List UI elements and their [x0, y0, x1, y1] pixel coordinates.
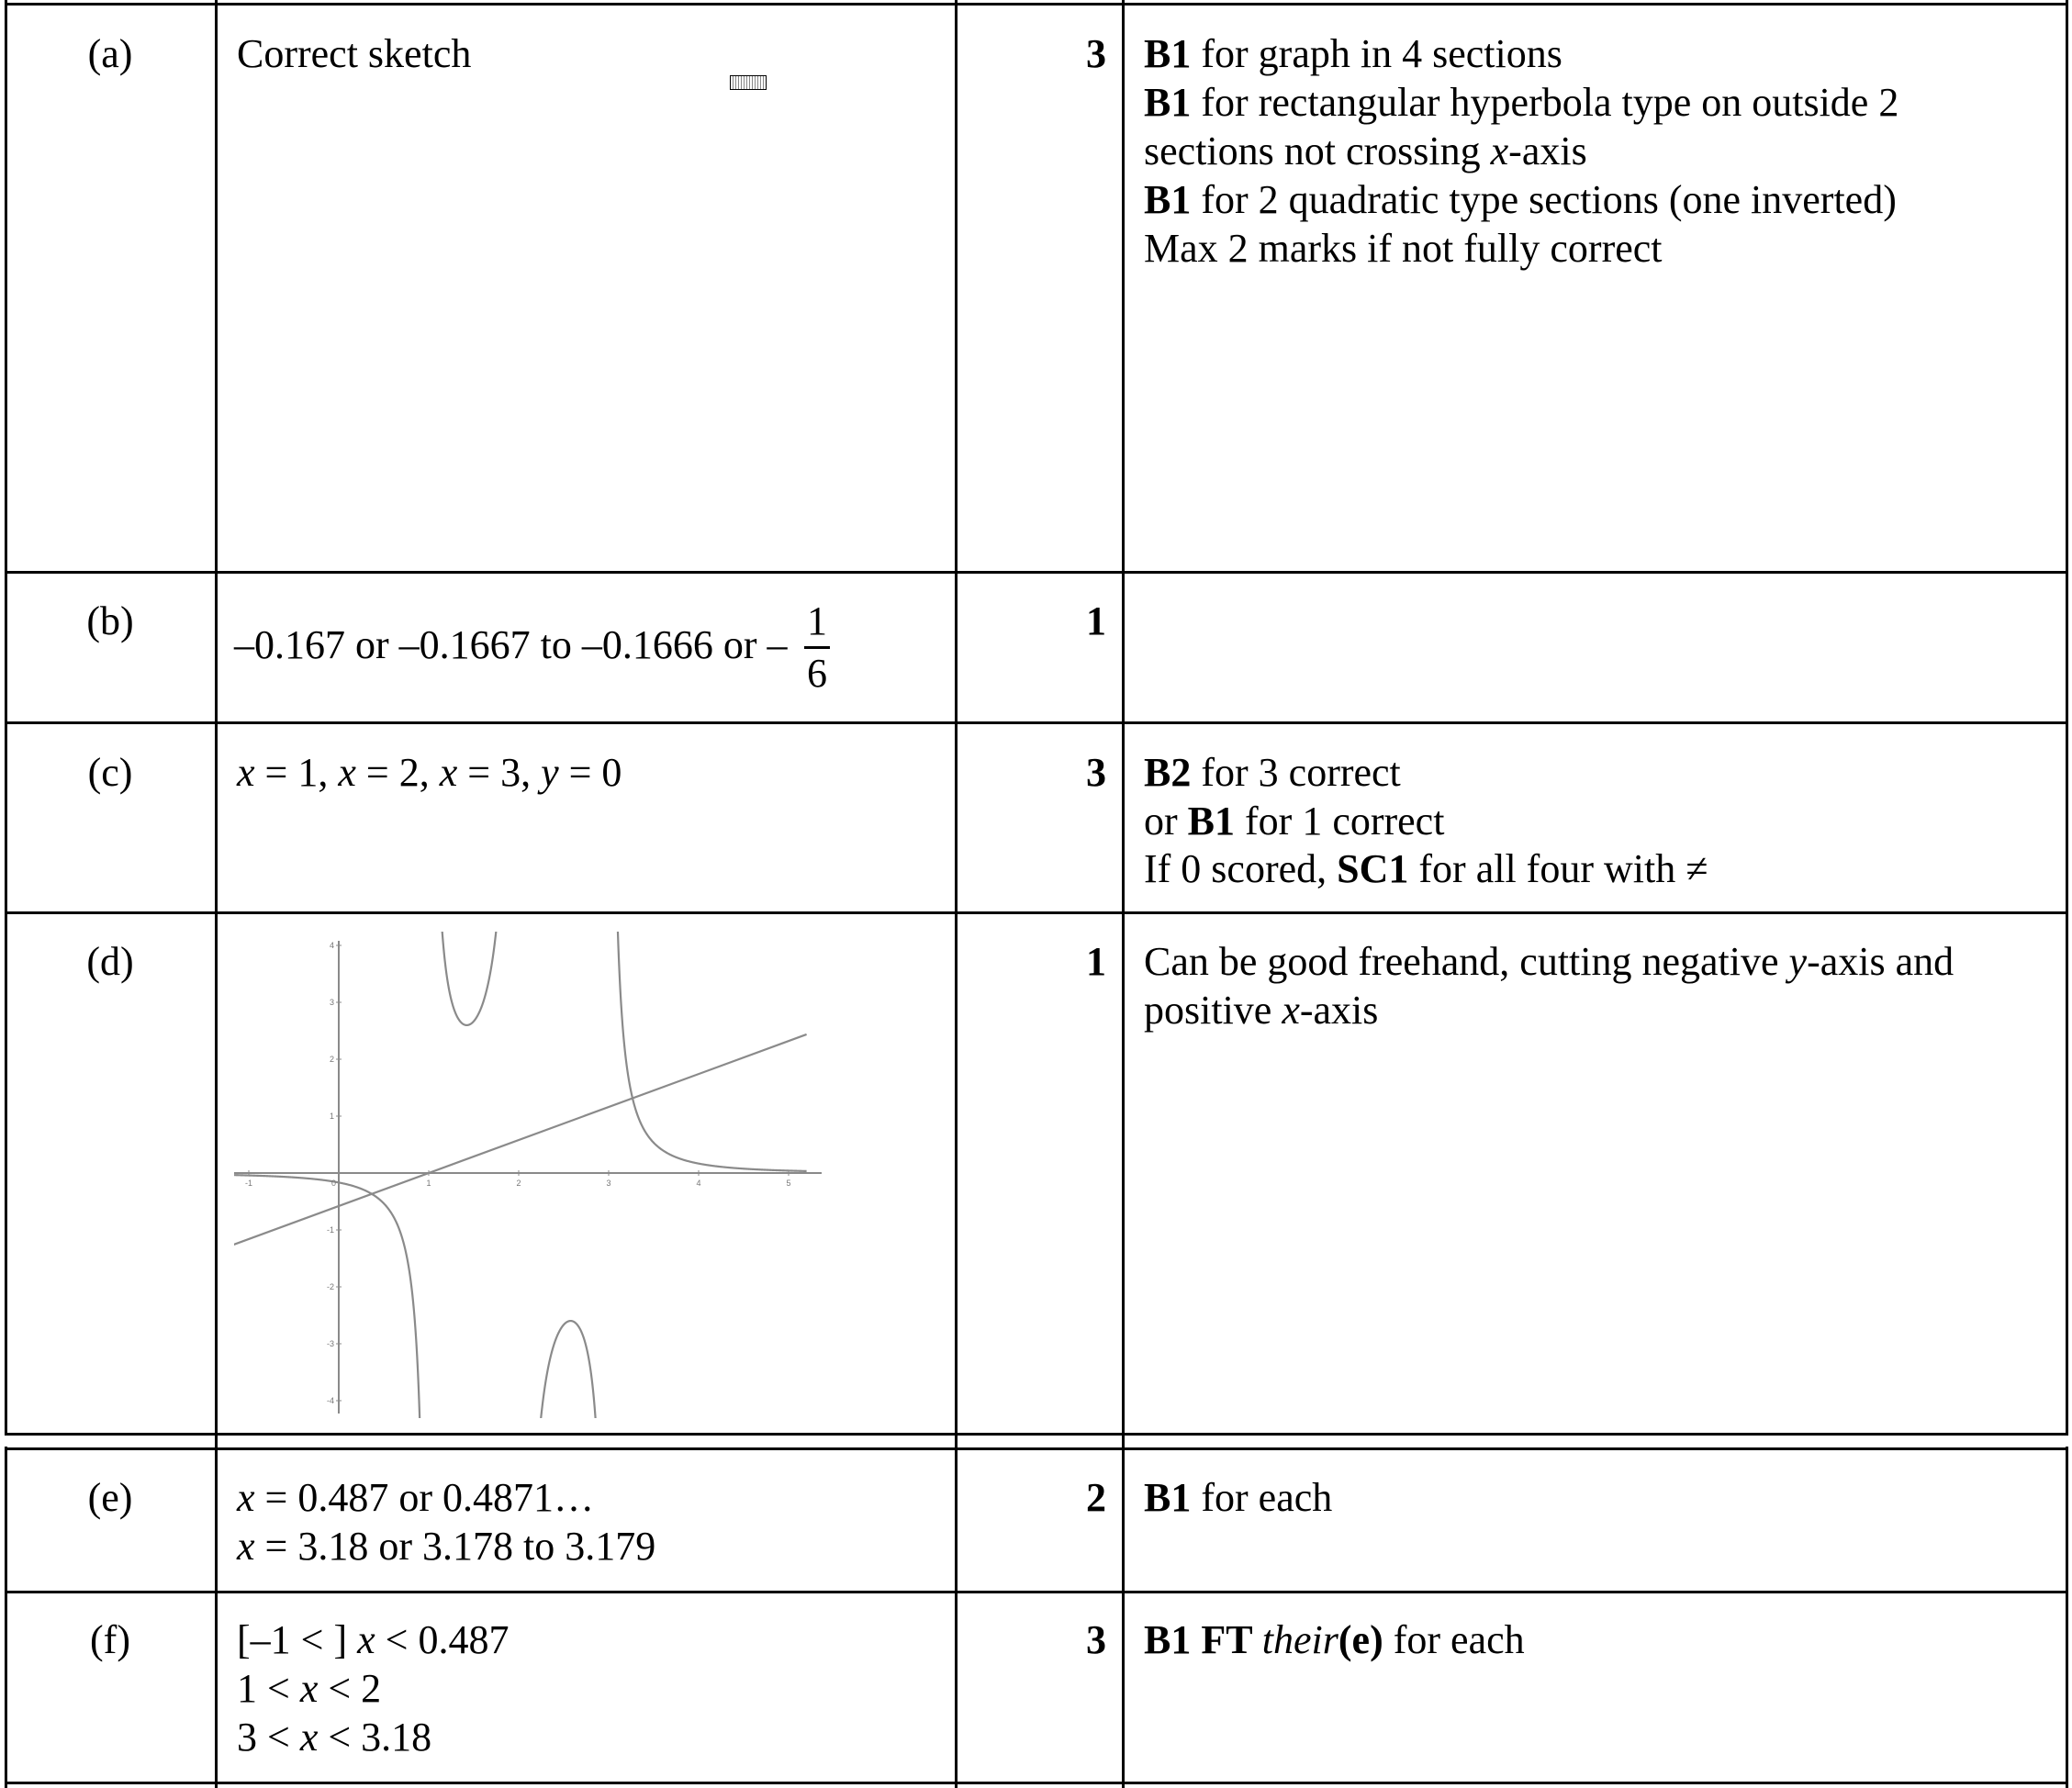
- answer-text: 3 <: [237, 1715, 300, 1760]
- answer-text: [–1 < ]: [237, 1617, 358, 1662]
- mark-f: 3: [1086, 1617, 1106, 1662]
- rule: [2066, 0, 2068, 1435]
- guidance-a-5: [1144, 224, 1663, 273]
- mark-code: B1: [1144, 80, 1192, 125]
- fraction-bar: [804, 646, 830, 649]
- guidance-a-3: [1144, 127, 1587, 175]
- mark-code: B1: [1187, 799, 1236, 844]
- rule: [5, 3, 2068, 6]
- guidance-text: positive: [1144, 988, 1282, 1033]
- part-label-d: (d): [86, 939, 134, 984]
- part-label-f: (f): [90, 1617, 130, 1662]
- y-tick-label: 4: [329, 941, 334, 950]
- variable: x: [299, 1666, 319, 1711]
- guidance-c-1: [1144, 748, 1401, 797]
- mark-code: B2: [1144, 750, 1192, 795]
- guidance-text: -axis and: [1807, 939, 1954, 984]
- guidance-c-2: [1144, 797, 1444, 845]
- x-tick-label: 4: [696, 1179, 701, 1188]
- fraction-numerator: 1: [807, 598, 827, 643]
- y-tick-label: -3: [326, 1339, 334, 1348]
- guidance-f: [1144, 1615, 1525, 1664]
- guidance-text: for each: [1383, 1617, 1525, 1662]
- rule: [5, 1447, 2068, 1450]
- y-tick-label: -1: [326, 1225, 334, 1235]
- guidance-text: Can be good freehand, cutting negative: [1144, 939, 1789, 984]
- x-tick-label: -1: [244, 1179, 253, 1188]
- rule: [5, 721, 2068, 724]
- rule: [5, 1782, 2068, 1784]
- answer-b: –0.167 or –0.1667 to –0.1666 or –: [234, 622, 788, 667]
- guidance-d-1: [1144, 937, 1954, 986]
- answer-text: < 0.487: [375, 1617, 510, 1662]
- rule: [1122, 0, 1125, 1788]
- axes: [234, 941, 822, 1414]
- guidance-a-4: [1144, 175, 1897, 224]
- guidance-italic: their: [1261, 1617, 1338, 1662]
- guidance-text: for 1 correct: [1235, 799, 1445, 844]
- answer-text: 1 <: [237, 1666, 300, 1711]
- rule: [5, 571, 2068, 574]
- curve-branch: [615, 932, 806, 1171]
- mark-d: 1: [1086, 939, 1106, 984]
- mark-e: 2: [1086, 1475, 1106, 1520]
- variable: x: [1490, 129, 1509, 173]
- mark-code: B1: [1144, 177, 1192, 222]
- rule: [5, 1433, 2068, 1436]
- guidance-text: sections not crossing: [1144, 129, 1491, 173]
- variable: x: [237, 1475, 255, 1520]
- variable: x: [299, 1715, 319, 1760]
- y-tick-label: -2: [326, 1282, 334, 1291]
- curve-branch: [534, 1321, 599, 1418]
- rule: [5, 1591, 2068, 1593]
- answer-c: x = 1, x = 2, x = 3, y = 0: [237, 750, 622, 795]
- guidance-text: or: [1144, 799, 1188, 844]
- guidance-text: for each: [1191, 1475, 1333, 1520]
- mark-code: B1: [1144, 1475, 1192, 1520]
- x-tick-label: 5: [786, 1179, 791, 1188]
- guidance-a-2: [1144, 78, 1898, 127]
- mark-code: B1 FT: [1144, 1617, 1262, 1662]
- guidance-text: for graph in 4 sections: [1191, 31, 1562, 76]
- guidance-text: for 2 quadratic type sections (one inverted): [1191, 177, 1897, 222]
- variable: x: [357, 1617, 375, 1662]
- guidance-e: [1144, 1473, 1332, 1522]
- answer-text: = 0.487 or 0.4871…: [254, 1475, 594, 1520]
- guidance-text: If 0 scored,: [1144, 846, 1338, 891]
- x-tick-label: 1: [426, 1179, 431, 1188]
- guidance-d-2: [1144, 986, 1378, 1034]
- answer-text: < 2: [318, 1666, 382, 1711]
- answer-f-3: [237, 1713, 431, 1761]
- curves: [234, 932, 807, 1418]
- part-label-e: (e): [87, 1475, 133, 1520]
- x-tick-label: 0: [330, 1179, 336, 1188]
- y-tick-label: -4: [326, 1396, 334, 1405]
- variable: x: [1282, 988, 1300, 1033]
- answer-a: Correct sketch: [237, 31, 472, 76]
- variable: x: [237, 1524, 255, 1569]
- graph-sketch: [234, 932, 822, 1418]
- guidance-text: -axis: [1299, 988, 1379, 1033]
- guidance-a-1: [1144, 29, 1562, 78]
- guidance-text: for 3 correct: [1191, 750, 1401, 795]
- guidance-text: for all four with ≠: [1408, 846, 1708, 891]
- mark-c: 3: [1086, 750, 1106, 795]
- fraction-denominator: 6: [807, 651, 827, 696]
- curve-branch: [234, 1175, 422, 1418]
- answer-f-2: [237, 1664, 381, 1713]
- x-tick-label: 3: [606, 1179, 611, 1188]
- y-tick-label: 1: [329, 1112, 334, 1121]
- mark-code: B1: [1144, 31, 1192, 76]
- rule: [5, 0, 7, 1435]
- answer-text: < 3.18: [318, 1715, 432, 1760]
- straight-line: [234, 1034, 807, 1246]
- mark-a: 3: [1086, 31, 1106, 76]
- curve-branch: [438, 932, 503, 1025]
- guidance-text: Max 2 marks if not fully correct: [1144, 226, 1663, 271]
- part-label-c: (c): [87, 750, 133, 795]
- answer-e-2: [237, 1522, 655, 1570]
- y-tick-label: 2: [329, 1055, 334, 1064]
- part-label-a: (a): [87, 31, 133, 76]
- part-label-b: (b): [86, 598, 134, 643]
- rule: [2066, 1447, 2068, 1788]
- guidance-text: for rectangular hyperbola type on outside 2: [1191, 80, 1899, 125]
- variable: y: [1788, 939, 1808, 984]
- mark-code: (e): [1338, 1617, 1383, 1662]
- mark-b: 1: [1086, 598, 1106, 643]
- mark-code: SC1: [1337, 846, 1409, 891]
- answer-text: = 3.18 or 3.178 to 3.179: [254, 1524, 656, 1569]
- y-tick-label: 3: [329, 998, 334, 1007]
- rule: [5, 911, 2068, 914]
- guidance-c-3: [1144, 844, 1708, 893]
- x-tick-label: 2: [516, 1179, 521, 1188]
- guidance-text: -axis: [1508, 129, 1587, 173]
